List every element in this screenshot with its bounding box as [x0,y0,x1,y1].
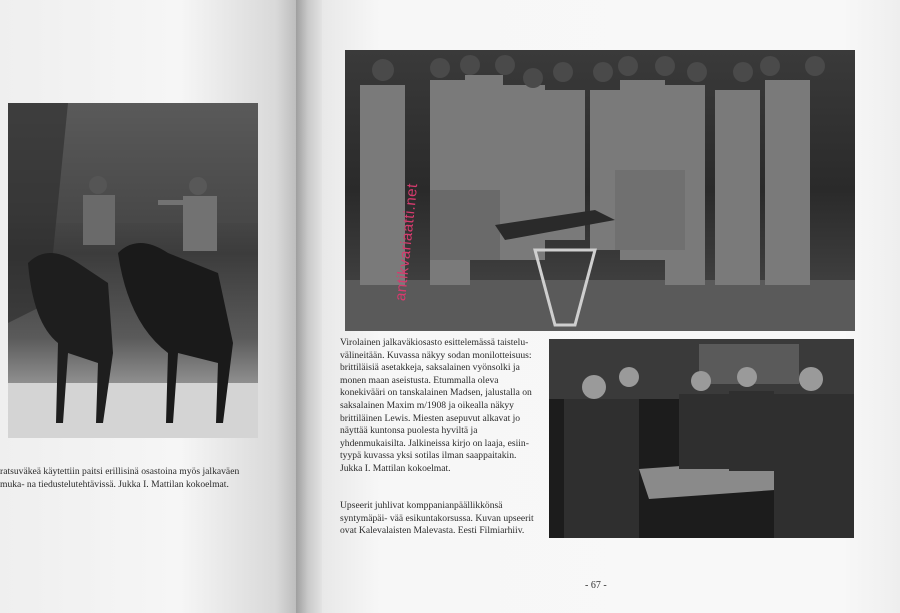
caption-cavalry [0,466,255,491]
caption-officers-dugout [340,500,540,538]
photo-officers-dugout [549,339,854,538]
caption-infantry-group [340,337,540,476]
caption-cavalry-text: ratsuväkeä käytettiin paitsi erillisinä osastoina myös jalkaväen muka- na tiedustelutehtävissä. Jukka I. Mattilan kokoelmat. [0,466,240,490]
photo-infantry-group [345,50,855,331]
page-number: - 67 - [585,580,607,591]
caption-infantry-group-text: Virolainen jalkaväkiosasto esittelemässä taistelu- välineitään. Kuvassa näkyy sodan monilotteisuus: brittiläisiä asetakkeja, saksalainen vyönsolki ja monen maan aseistusta. Etummalla oleva konekivääri on tanskalainen Madsen, jalustalla on saksalainen Maxim m/1908 ja oikealla näkyy brittiläinen Lewis. Miesten asepuvut alkavat jo näyttää kuntonsa puolesta hyviltä ja yhdenmukaisilta. Jalkineissa kirjo on laaja, esiin- tyypä kuvassa yksi sotilas ilman saappaitakin. Jukka I. Mattilan kokoelmat. [340,337,532,474]
watermark: antikvariaatti.net [392,182,422,302]
photo-cavalry [8,103,258,438]
caption-officers-dugout-text: Upseerit juhlivat komppanianpäällikkönsä syntymäpäi- vää esikuntakorsussa. Kuvan upseerit ovat Kalevalaisten Malevasta. Eesti Filmiarhiiv. [340,500,534,537]
